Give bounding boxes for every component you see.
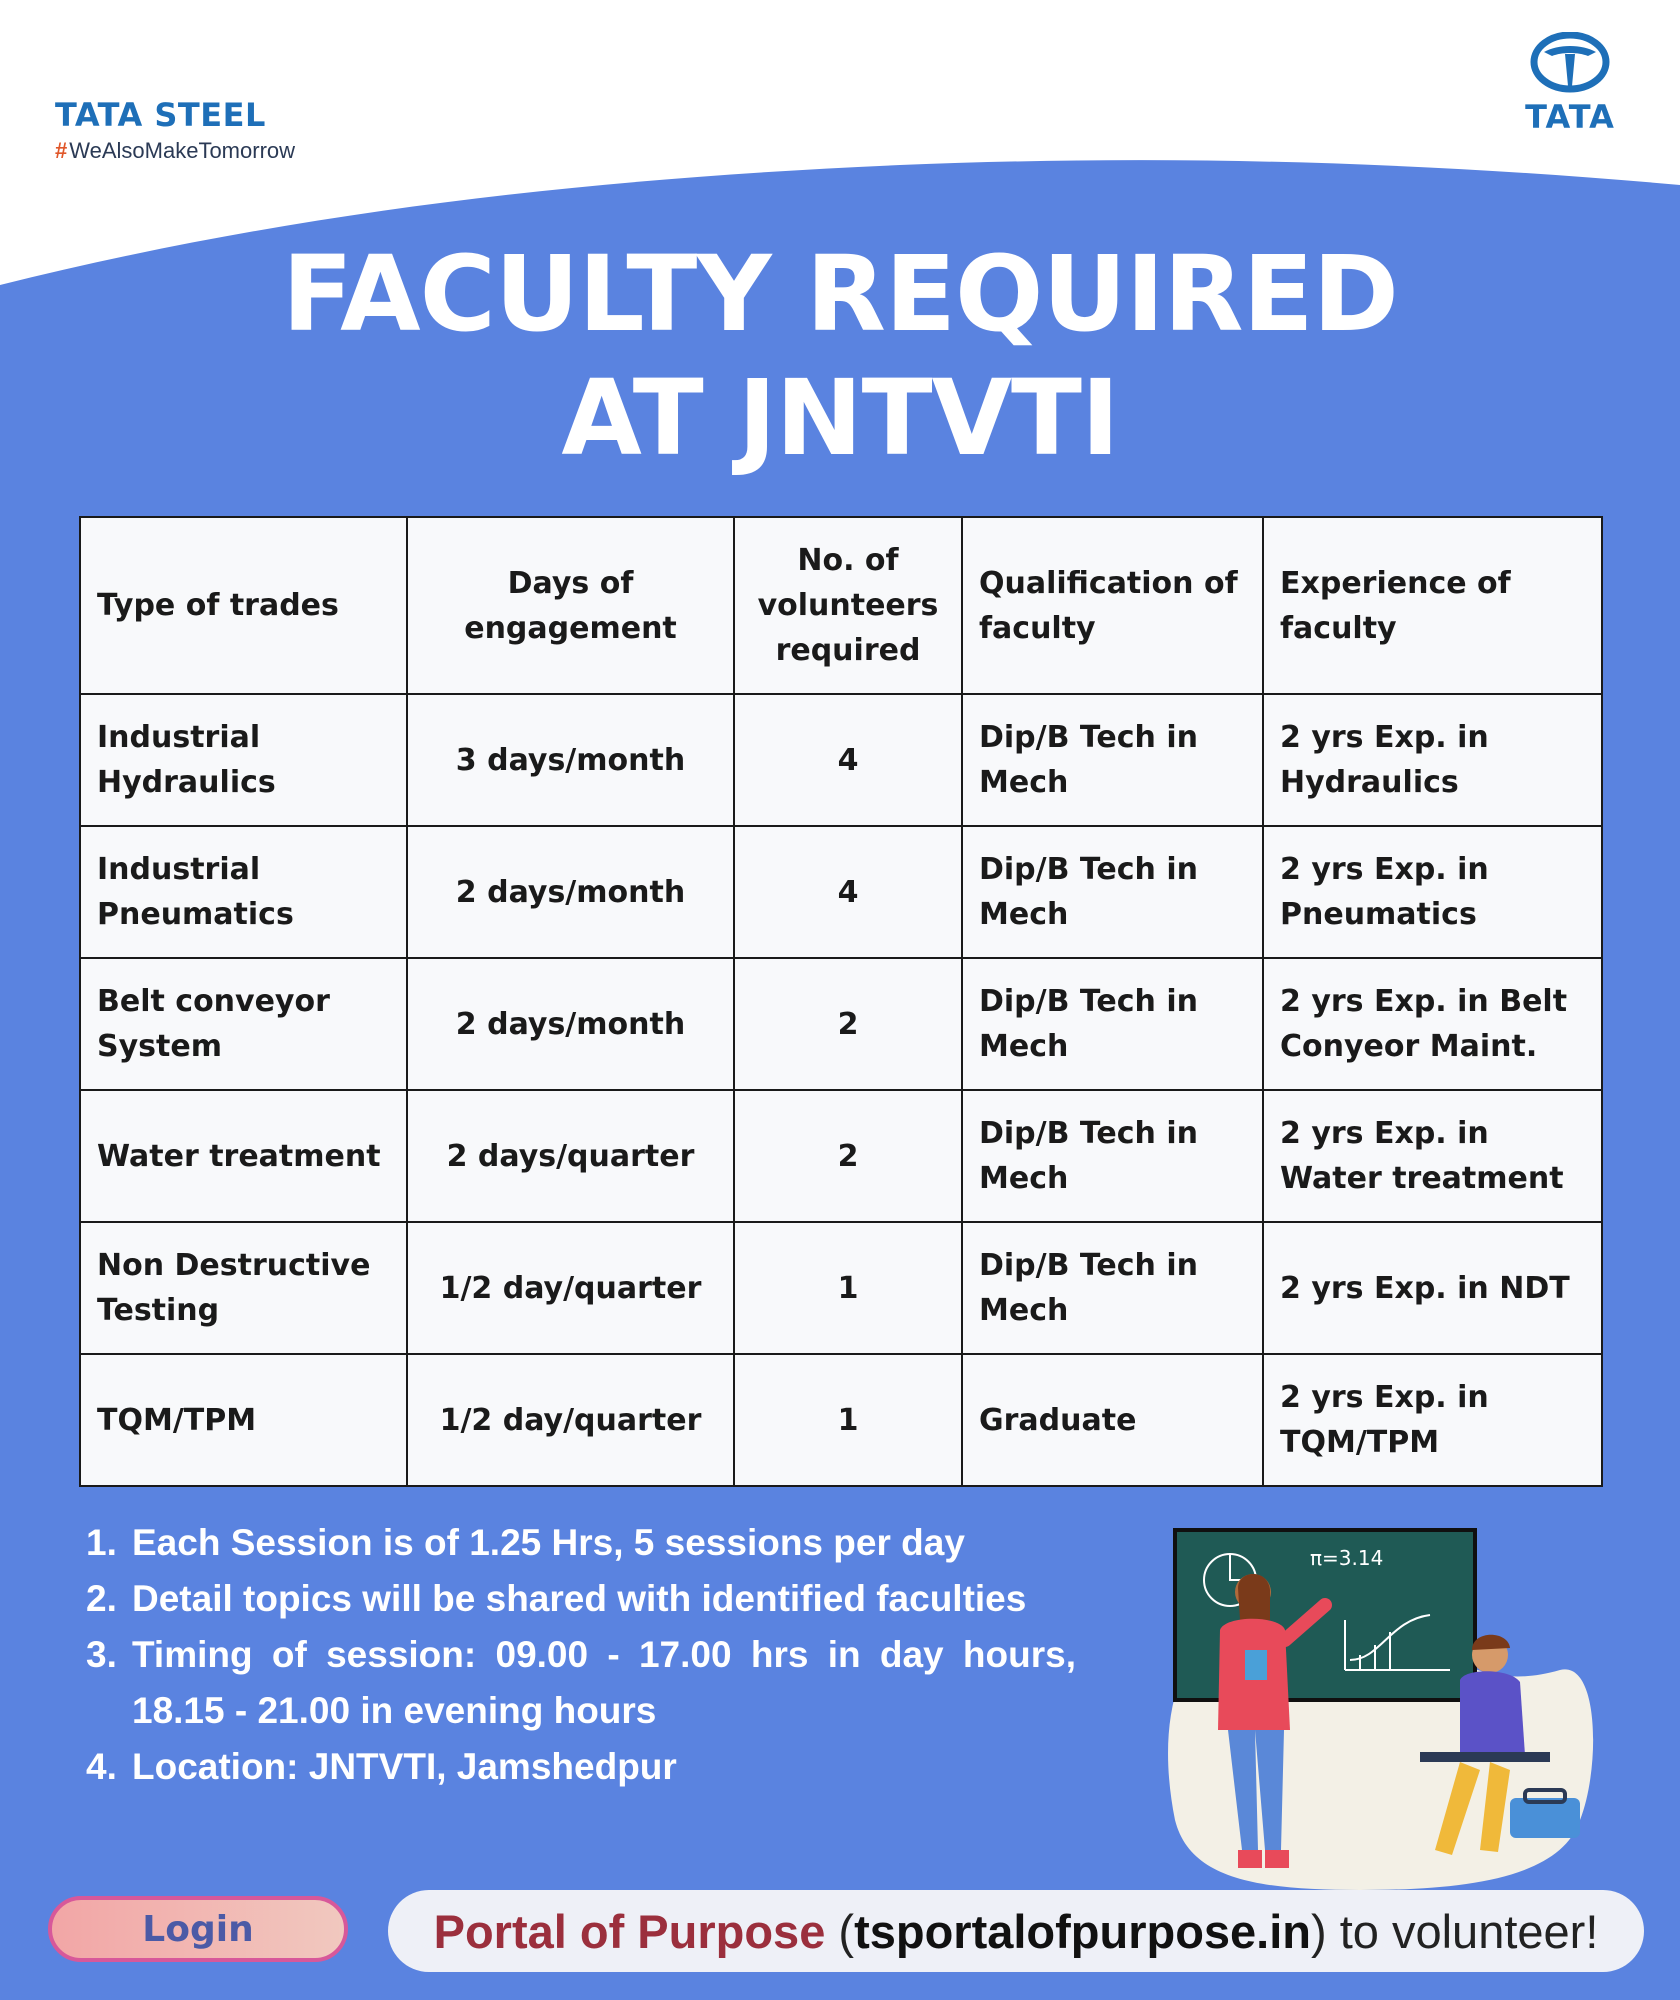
table-row bbox=[80, 826, 1602, 958]
title-line-1: FACULTY REQUIRED bbox=[281, 233, 1398, 355]
volunteers-cell: 1 bbox=[734, 1354, 962, 1486]
days-cell: 2 days/month bbox=[407, 958, 734, 1090]
header-volunteers-required: No. of volunteers required bbox=[734, 517, 962, 694]
tata-emblem-icon bbox=[1530, 32, 1610, 94]
trade-cell: TQM/TPM bbox=[80, 1354, 407, 1486]
header-experience: Experience of faculty bbox=[1263, 517, 1602, 694]
header-qualification: Qualification of faculty bbox=[962, 517, 1263, 694]
tata-steel-wordmark: TATA STEEL bbox=[55, 96, 266, 134]
volunteers-cell: 2 bbox=[734, 1090, 962, 1222]
tata-logo bbox=[1510, 32, 1630, 136]
page-title bbox=[0, 232, 1680, 480]
list-item bbox=[86, 1739, 1076, 1795]
note-text: Timing of session: 09.00 - 17.00 hrs in day hours, 18.15 - 21.00 in evening hours bbox=[132, 1634, 1076, 1731]
portal-name: Portal of Purpose bbox=[433, 1904, 826, 1958]
trade-cell: Belt conveyor System bbox=[80, 958, 407, 1090]
qualification-cell: Dip/B Tech in Mech bbox=[962, 694, 1263, 826]
note-number: 4. bbox=[86, 1746, 117, 1787]
table-row bbox=[80, 1090, 1602, 1222]
hash-icon: # bbox=[55, 138, 68, 163]
table-row bbox=[80, 1222, 1602, 1354]
qualification-cell: Dip/B Tech in Mech bbox=[962, 1222, 1263, 1354]
portal-call-to-action: ) to volunteer! bbox=[1311, 1904, 1599, 1958]
list-item bbox=[86, 1627, 1076, 1739]
tagline-text: WeAlsoMakeTomorrow bbox=[69, 138, 296, 163]
title-line-2: AT JNTVTI bbox=[561, 357, 1119, 479]
volunteers-cell: 4 bbox=[734, 694, 962, 826]
table-row bbox=[80, 958, 1602, 1090]
note-text: Each Session is of 1.25 Hrs, 5 sessions per day bbox=[132, 1522, 965, 1563]
volunteers-cell: 4 bbox=[734, 826, 962, 958]
trade-cell: Non Destructive Testing bbox=[80, 1222, 407, 1354]
days-cell: 1/2 day/quarter bbox=[407, 1354, 734, 1486]
tata-steel-logo bbox=[55, 96, 295, 164]
volunteers-cell: 2 bbox=[734, 958, 962, 1090]
experience-cell: 2 yrs Exp. in NDT bbox=[1263, 1222, 1602, 1354]
portal-url-link[interactable]: tsportalofpurpose.in bbox=[854, 1904, 1312, 1958]
header-type-of-trades: Type of trades bbox=[80, 517, 407, 694]
qualification-cell: Dip/B Tech in Mech bbox=[962, 826, 1263, 958]
volunteers-cell: 1 bbox=[734, 1222, 962, 1354]
table-row bbox=[80, 1354, 1602, 1486]
list-item bbox=[86, 1515, 1076, 1571]
qualification-cell: Dip/B Tech in Mech bbox=[962, 1090, 1263, 1222]
note-text: Detail topics will be shared with identified faculties bbox=[132, 1578, 1027, 1619]
faculty-table bbox=[79, 516, 1603, 1487]
qualification-cell: Graduate bbox=[962, 1354, 1263, 1486]
classroom-illustration bbox=[1160, 1520, 1600, 1900]
portal-banner[interactable] bbox=[388, 1890, 1644, 1972]
notes-list bbox=[86, 1515, 1076, 1795]
trade-cell: Industrial Hydraulics bbox=[80, 694, 407, 826]
note-text: Location: JNTVTI, Jamshedpur bbox=[132, 1746, 677, 1787]
table-header-row bbox=[80, 517, 1602, 694]
note-number: 2. bbox=[86, 1578, 117, 1619]
days-cell: 2 days/quarter bbox=[407, 1090, 734, 1222]
experience-cell: 2 yrs Exp. in Hydraulics bbox=[1263, 694, 1602, 826]
note-number: 1. bbox=[86, 1522, 117, 1563]
experience-cell: 2 yrs Exp. in Pneumatics bbox=[1263, 826, 1602, 958]
days-cell: 3 days/month bbox=[407, 694, 734, 826]
trade-cell: Water treatment bbox=[80, 1090, 407, 1222]
note-number: 3. bbox=[86, 1634, 117, 1675]
trade-cell: Industrial Pneumatics bbox=[80, 826, 407, 958]
header-days-of-engagement: Days of engagement bbox=[407, 517, 734, 694]
qualification-cell: Dip/B Tech in Mech bbox=[962, 958, 1263, 1090]
board-formula: π=3.14 bbox=[1310, 1546, 1384, 1570]
list-item bbox=[86, 1571, 1076, 1627]
tata-wordmark: TATA bbox=[1525, 98, 1615, 136]
login-button[interactable]: Login bbox=[48, 1896, 348, 1962]
days-cell: 1/2 day/quarter bbox=[407, 1222, 734, 1354]
experience-cell: 2 yrs Exp. in Water treatment bbox=[1263, 1090, 1602, 1222]
portal-open-paren: ( bbox=[825, 1904, 855, 1958]
experience-cell: 2 yrs Exp. in Belt Conyeor Maint. bbox=[1263, 958, 1602, 1090]
brand-tagline bbox=[55, 138, 295, 164]
experience-cell: 2 yrs Exp. in TQM/TPM bbox=[1263, 1354, 1602, 1486]
table-row bbox=[80, 694, 1602, 826]
days-cell: 2 days/month bbox=[407, 826, 734, 958]
